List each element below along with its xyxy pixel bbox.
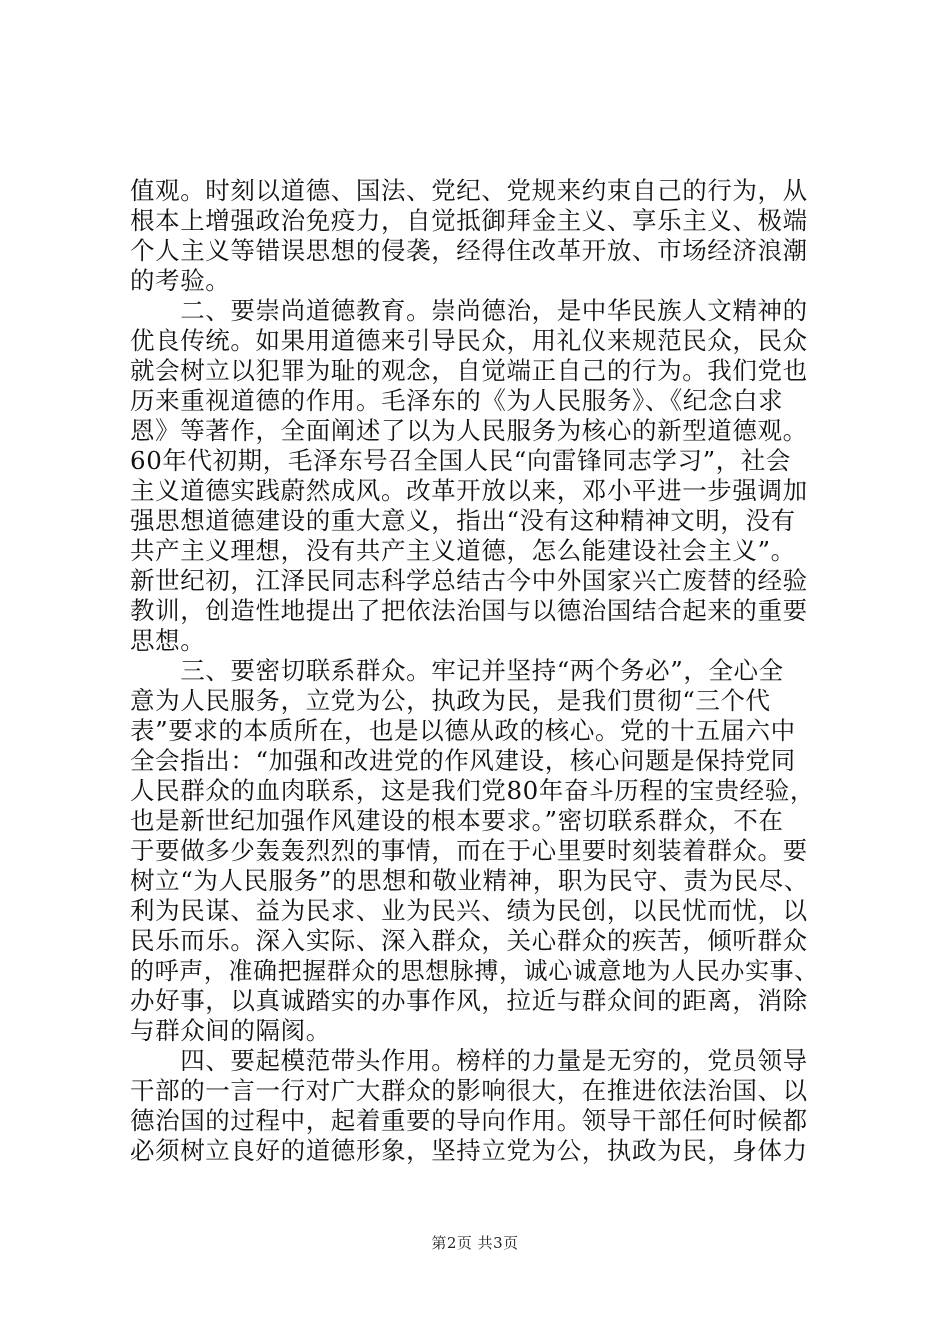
text-line: 与群众间的隔阂。 <box>130 1016 331 1045</box>
text-line: 全会指出：“加强和改进党的作风建设，核心问题是保持党同 <box>130 746 796 775</box>
text-line: 的呼声，准确把握群众的思想脉搏，诚心诚意地为人民办实事、 <box>130 957 819 985</box>
text-line: 民乐而乐。深入实际、深入群众，关心群众的疾苦，倾听群众 <box>130 926 808 955</box>
text-line: 德治国的过程中，起着重要的导向作用。领导干部任何时候都 <box>130 1106 808 1135</box>
text-line: 的考验。 <box>130 266 231 295</box>
text-line: 历来重视道德的作用。毛泽东的《为人民服务》、《纪念白求 <box>130 386 784 415</box>
text-line: 就会树立以犯罪为耻的观念，自觉端正自己的行为。我们党也 <box>130 356 808 385</box>
text-line: 四、要起模范带头作用。榜样的力量是无穷的，党员领导 <box>130 1046 808 1075</box>
text-line: 必须树立良好的道德形象，坚持立党为公，执政为民，身体力 <box>130 1136 808 1165</box>
text-line: 主义道德实践蔚然成风。改革开放以来，邓小平进一步强调加 <box>130 476 808 505</box>
page-footer: 第2页 共3页 <box>431 1234 519 1252</box>
text-line: 二、要崇尚道德教育。崇尚德治，是中华民族人文精神的 <box>130 296 808 325</box>
text-line: 教训，创造性地提出了把依法治国与以德治国结合起来的重要 <box>130 596 808 625</box>
text-line: 三、要密切联系群众。牢记并坚持“两个务必”，全心全 <box>130 656 784 685</box>
text-line: 优良传统。如果用道德来引导民众，用礼仪来规范民众，民众 <box>130 326 808 355</box>
text-line: 也是新世纪加强作风建设的根本要求。”密切联系群众，不在 <box>130 806 784 835</box>
text-line: 树立“为人民服务”的思想和敬业精神，职为民守、责为民尽、 <box>130 866 809 895</box>
text-line: 思想。 <box>130 626 206 655</box>
text-line: 共产主义理想，没有共产主义道德，怎么能建设社会主义”。 <box>130 536 796 565</box>
text-line: 强思想道德建设的重大意义，指出“没有这种精神文明，没有 <box>130 506 796 535</box>
text-line: 办好事，以真诚踏实的办事作风，拉近与群众间的距离，消除 <box>130 986 808 1015</box>
text-line: 根本上增强政治免疫力，自觉抵御拜金主义、享乐主义、极端 <box>130 206 808 235</box>
text-line: 60年代初期，毛泽东号召全国人民“向雷锋同志学习”，社会 <box>130 446 792 475</box>
text-line: 个人主义等错误思想的侵袭，经得住改革开放、市场经济浪潮 <box>130 236 808 265</box>
text-line: 意为人民服务，立党为公，执政为民，是我们贯彻“三个代 <box>130 686 771 715</box>
text-line: 恩》等著作，全面阐述了以为人民服务为核心的新型道德观。 <box>130 416 808 445</box>
text-line: 于要做多少轰轰烈烈的事情，而在于心里要时刻装着群众。要 <box>130 836 808 865</box>
text-line: 值观。时刻以道德、国法、党纪、党规来约束自己的行为，从 <box>130 176 808 205</box>
text-line: 人民群众的血肉联系，这是我们党80年奋斗历程的宝贵经验， <box>130 776 815 805</box>
document-body <box>130 176 830 1166</box>
text-line: 利为民谋、益为民求、业为民兴、绩为民创，以民忧而忧，以 <box>130 896 808 925</box>
text-line: 新世纪初，江泽民同志科学总结古今中外国家兴亡废替的经验 <box>130 566 808 595</box>
text-line: 干部的一言一行对广大群众的影响很大，在推进依法治国、以 <box>130 1076 808 1105</box>
text-line: 表”要求的本质所在，也是以德从政的核心。党的十五届六中 <box>130 716 796 745</box>
